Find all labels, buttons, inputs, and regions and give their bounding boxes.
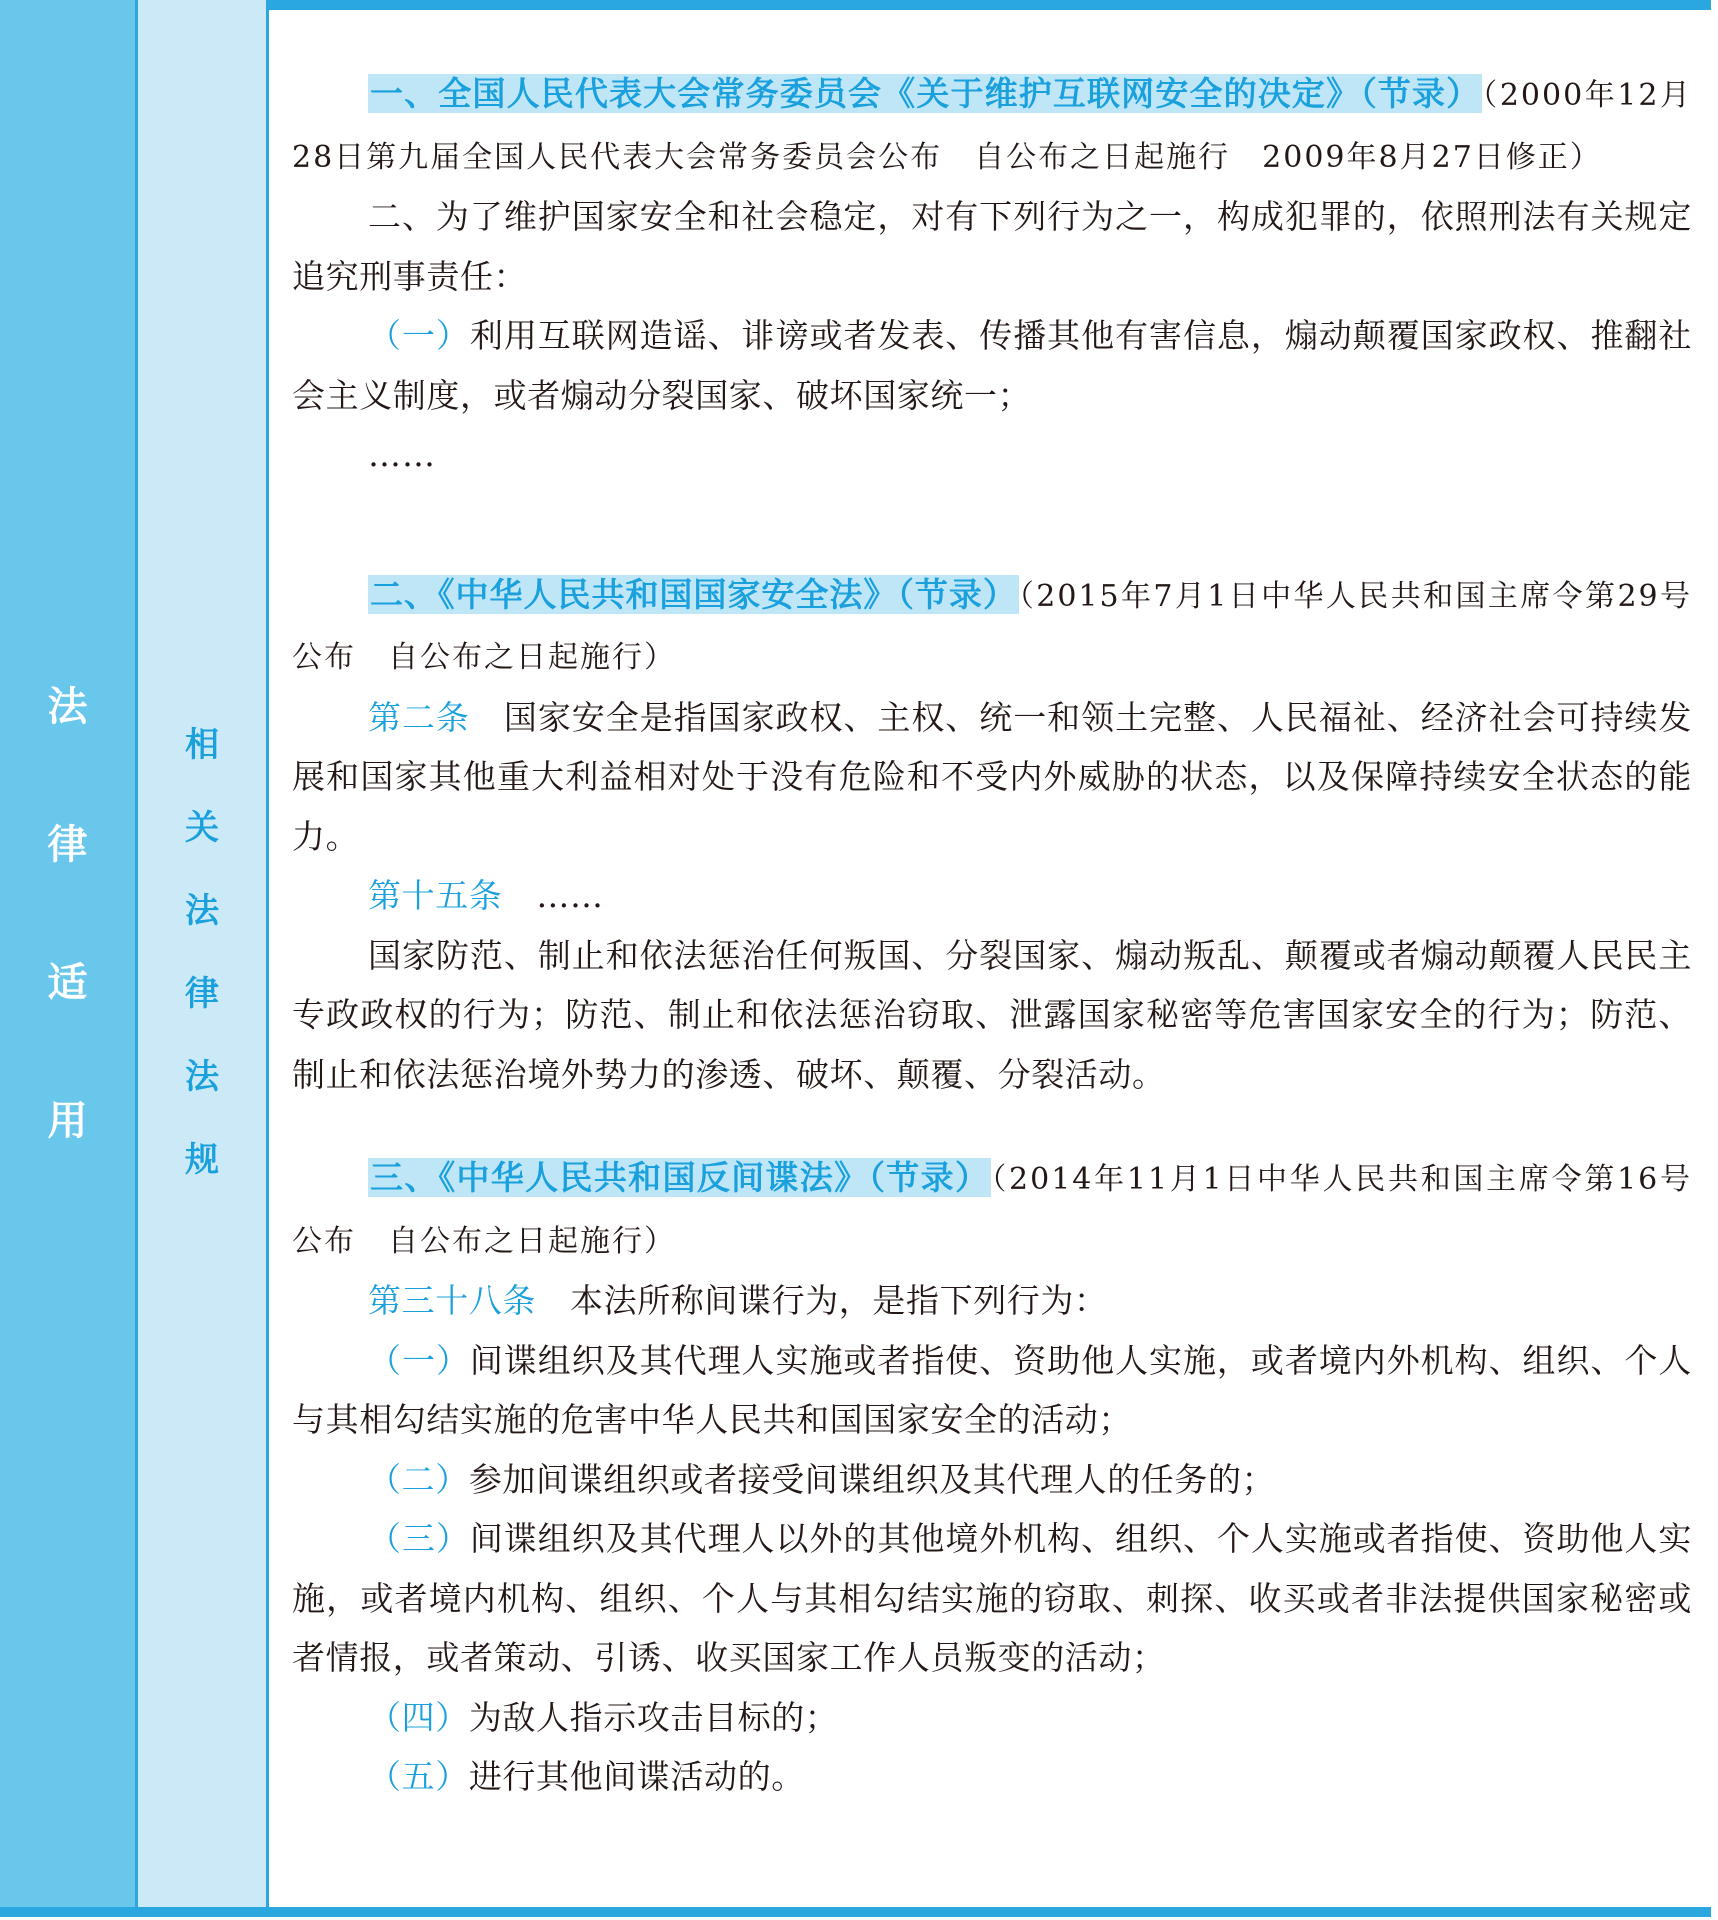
inner-vertical-label <box>138 715 266 1213</box>
article-label: 第二条 <box>368 697 470 737</box>
item-number: （三） <box>368 1519 470 1558</box>
item-number: （五） <box>368 1757 469 1796</box>
article-15 <box>292 866 1692 926</box>
item-text: 间谍组织及其代理人实施或者指使、资助他人实施，或者境内外机构、组织、个人与其相勾结实施的危害中华人民共和国国家安全的活动； <box>292 1340 1692 1439</box>
outer-label-char: 适 <box>47 960 88 1006</box>
inner-label-char: 法 <box>185 891 219 931</box>
section-1-heading-paragraph <box>292 64 1692 187</box>
sidebar-inner-column <box>138 0 269 1917</box>
section-2-heading-paragraph <box>292 565 1692 688</box>
bottom-rule <box>0 1907 1711 1917</box>
section-heading: 二、《中华人民共和国国家安全法》（节录） <box>370 574 1017 614</box>
section-heading: 一、全国人民代表大会常务委员会《关于维护互联网安全的决定》（节录） <box>370 74 1481 113</box>
item-text: 参加间谍组织或者接受间谍组织及其代理人的任务的； <box>468 1459 1276 1499</box>
inner-label-char: 律 <box>185 974 219 1014</box>
item-number: （一） <box>368 316 470 355</box>
article-38-item <box>292 1450 1692 1510</box>
outer-label-char: 法 <box>47 684 88 730</box>
item-text: 利用互联网造谣、诽谤或者发表、传播其他有害信息，煽动颠覆国家政权、推翻社会主义制度，或者煽动分裂国家、破坏国家统一； <box>292 316 1692 415</box>
ellipsis: …… <box>368 435 436 474</box>
article-15-paragraph: 国家防范、制止和依法惩治任何叛国、分裂国家、煽动叛乱、颠覆或者煽动颠覆人民民主专政政权的行为；防范、制止和依法惩治窃取、泄露国家秘密等危害国家安全的行为；防范、制止和依法惩治境外势力的渗透、破坏、颠覆、分裂活动。 <box>292 935 1692 1094</box>
article-38-item <box>292 1688 1692 1748</box>
article-text: 本法所称间谍行为，是指下列行为： <box>570 1281 1108 1320</box>
article-38-item <box>292 1509 1692 1688</box>
article-38-item <box>292 1331 1692 1450</box>
inner-label-char: 法 <box>185 1057 219 1097</box>
article-2 <box>292 688 1692 867</box>
section-1-paragraph: 二、为了维护国家安全和社会稳定，对有下列行为之一，构成犯罪的，依照刑法有关规定追究刑事责任： <box>292 197 1692 296</box>
section-heading: 三、《中华人民共和国反间谍法》（节录） <box>370 1158 990 1197</box>
inner-label-char: 规 <box>185 1140 219 1180</box>
outer-label-char: 用 <box>47 1098 88 1144</box>
section-note: （2014年11月1日中华人民共和国主席令第16号公布 自公布之日起施行） <box>292 1162 1692 1259</box>
section-3-heading-paragraph <box>292 1148 1692 1271</box>
article-38 <box>292 1271 1692 1331</box>
article-label: 第十五条 <box>368 876 503 915</box>
outer-vertical-label <box>0 672 135 1224</box>
sidebar-outer-column <box>0 0 138 1917</box>
section-note: （2000年12月28日第九届全国人民代表大会常务委员会公布 自公布之日起施行 2009年8月27日修正） <box>292 78 1692 175</box>
article-label: 第三十八条 <box>368 1281 536 1320</box>
item-text: 为敌人指示攻击目标的； <box>468 1697 839 1737</box>
item-text: 进行其他间谍活动的。 <box>468 1757 805 1796</box>
article-text: 国家安全是指国家政权、主权、统一和领土完整、人民福祉、经济社会可持续发展和国家其他重大利益相对处于没有危险和不受内外威胁的状态，以及保障持续安全状态的能力。 <box>292 697 1692 856</box>
item-number: （四） <box>368 1697 469 1737</box>
item-text: 间谍组织及其代理人以外的其他境外机构、组织、个人实施或者指使、资助他人实施，或者境内机构、组织、个人与其相勾结实施的窃取、刺探、收买或者非法提供国家秘密或者情报，或者策动、引诱、收买国家工作人员叛变的活动； <box>292 1519 1692 1677</box>
inner-label-char: 关 <box>185 808 219 848</box>
main-content <box>292 64 1692 1807</box>
section-note: （2015年7月1日中华人民共和国主席令第29号公布 自公布之日起施行） <box>292 578 1693 675</box>
section-1-item <box>292 306 1692 425</box>
article-text: …… <box>536 876 604 915</box>
article-38-item <box>292 1747 1692 1807</box>
outer-label-char: 律 <box>47 822 88 868</box>
inner-label-char: 相 <box>185 725 219 765</box>
item-number: （二） <box>368 1459 469 1499</box>
item-number: （一） <box>368 1340 470 1380</box>
